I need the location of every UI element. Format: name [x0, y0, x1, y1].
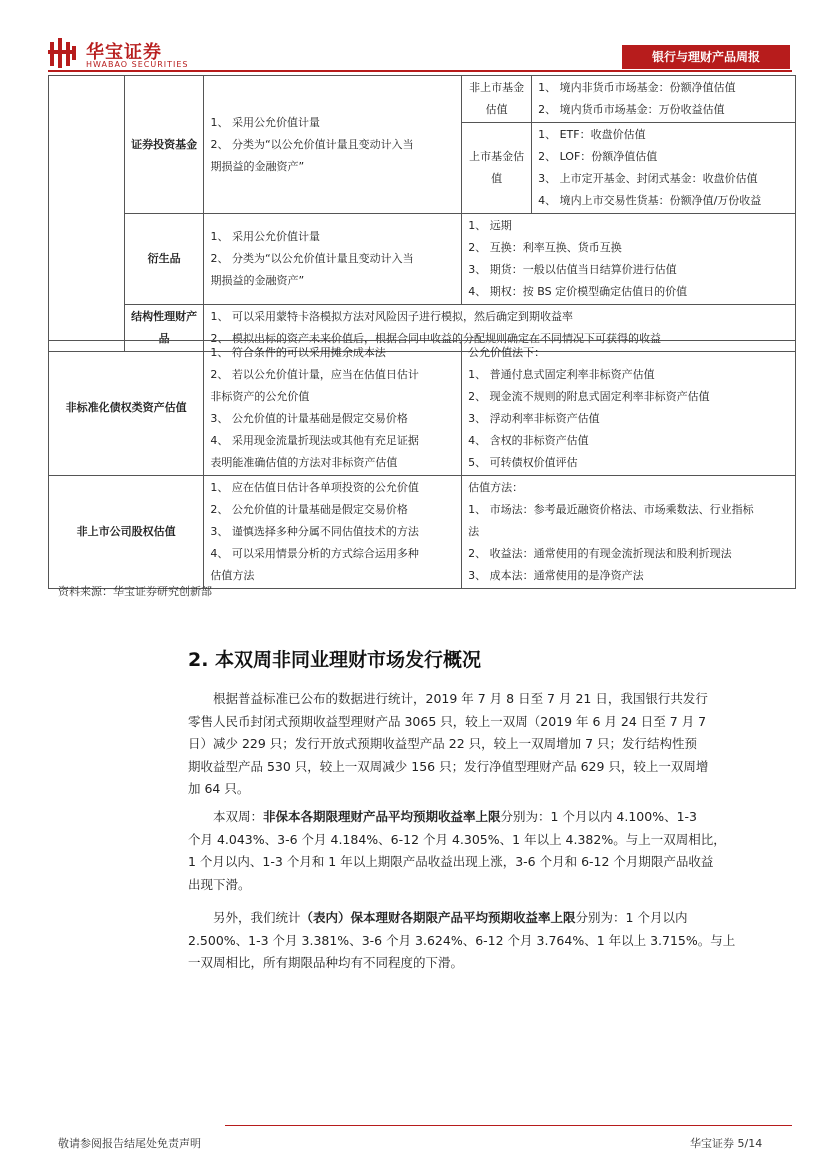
valuation-cell	[462, 341, 796, 476]
para-text: 分别为：1 个月以内	[575, 910, 688, 925]
footer-divider	[225, 1125, 792, 1126]
valuation-table	[48, 75, 796, 352]
para-line: 零售人民币封闭式预期收益型理财产品 3065 只，较上一双周（2019 年 6 月 24 日至 7 月 7	[188, 713, 707, 729]
para-line: 期收益型产品 530 只，较上一双周减少 156 只；发行净值型理财产品 629 只，较上一双周增	[188, 758, 709, 774]
cell-line: 3、 成本法：通常使用的是净资产法	[468, 569, 644, 582]
header-divider	[48, 70, 792, 72]
cell-line: 1、 可以采用蒙特卡洛模拟方法对风险因子进行模拟，然后确定到期收益率	[210, 310, 573, 323]
para-line: 日）减少 229 只；发行开放式预期收益型产品 22 只，较上一双周增加 7 只；发行结构性预	[188, 736, 698, 751]
para-line: 2.500%、1-3 个月 3.381%、3-6 个月 3.624%、6-12 个月 3.764%、1 年以上 3.715%。与上	[188, 932, 736, 948]
cell-line: 4、 可以采用情景分析的方式综合运用多种	[210, 547, 419, 560]
valuation-cell	[532, 123, 796, 214]
para-line: 一双周相比，所有期限品种均有不同程度的下滑。	[188, 955, 464, 970]
cell-line: 2、 模拟出标的资产未来价值后，根据合同中收益的分配规则确定在不同情况下可获得的收益	[210, 332, 661, 345]
valuation-cell	[532, 76, 796, 123]
table-row	[49, 214, 796, 305]
para-text: 分别为：1 个月以内 4.100%、1-3	[500, 809, 698, 824]
category-cell: 证券投资基金	[124, 76, 204, 214]
table-source-note: 资料来源：华宝证券研究创新部	[58, 585, 212, 598]
para-line: 1 个月以内、1-3 个月和 1 年以上期限产品收益出现上涨，3-6 个月和 6-12 个月期限产品收益	[188, 854, 714, 869]
cell-line: 2、 现金流不规则的附息式固定利率非标资产估值	[468, 390, 710, 403]
disclaimer-note: 敬请参阅报告结尾处免责声明	[58, 1137, 201, 1150]
method-cell	[204, 341, 462, 476]
cell-line: 2、 若以公允价值计量，应当在估值日估计	[210, 368, 419, 381]
cell-line: 4、 含权的非标资产估值	[468, 434, 589, 447]
cell-line: 1、 符合条件的可以采用摊余成本法	[210, 346, 386, 359]
cell-line: 4、 境内上市交易性货基：份额净值/万份收益	[538, 194, 762, 207]
cell-line: 4、 采用现金流量折现法或其他有充足证据	[210, 434, 419, 447]
logo-text: 华宝证券	[86, 42, 162, 63]
subcategory-cell: 非上市基金估值	[462, 76, 532, 123]
para-line: 根据普益标准已公布的数据进行统计，2019 年 7 月 8 日至 7 月 21 日，我国银行共发行	[213, 691, 708, 706]
cell-line: 1、 采用公允价值计量	[210, 115, 320, 129]
huabao-logo-icon	[48, 38, 78, 68]
method-cell	[204, 476, 462, 589]
para-emphasis: （表内）保本理财各期限产品平均预期收益率上限	[300, 910, 576, 925]
cell-line: 非标资产的公允价值	[210, 390, 310, 403]
cell-line: 1、 远期	[468, 219, 512, 232]
para-text: 另外，我们统计	[213, 910, 301, 925]
report-type-tag: 银行与理财产品周报	[622, 45, 790, 69]
cell-line: 估值方法	[210, 569, 255, 582]
cell-line: 1、 ETF：收盘价估值	[538, 128, 646, 141]
cell-line: 表明能准确估值的方法对非标资产估值	[210, 456, 398, 469]
para-line: 加 64 只。	[188, 781, 250, 796]
page-header	[0, 0, 827, 75]
cell-line: 1、 普通付息式固定利率非标资产估值	[468, 368, 655, 381]
cell-line: 2、 LOF：份额净值估值	[538, 150, 658, 163]
table-cell-empty	[49, 76, 125, 352]
cell-line: 5、 可转债权价值评估	[468, 456, 578, 469]
cell-line: 2、 分类为“以公允价值计量且变动计入当	[210, 252, 414, 265]
section-title: 2. 本双周非同业理财市场发行概况	[188, 649, 482, 671]
page-number: 华宝证券 5/14	[690, 1137, 763, 1150]
cell-line: 2、 公允价值的计量基础是假定交易价格	[210, 503, 408, 516]
cell-line: 3、 谨慎选择多种分属不同估值技术的方法	[210, 525, 419, 538]
cell-line: 3、 期货：一般以估值当日结算价进行估值	[468, 263, 677, 276]
category-cell: 非标准化债权类资产估值	[49, 341, 204, 476]
cell-line: 1、 市场法：参考最近融资价格法、市场乘数法、行业指标	[468, 503, 754, 516]
para-line: 个月 4.043%、3-6 个月 4.184%、6-12 个月 4.305%、1 年以上 4.382%。与上一双周相比，	[188, 831, 726, 847]
para-emphasis: 非保本各期限理财产品平均预期收益率上限	[263, 809, 501, 824]
cell-line: 4、 期权：按 BS 定价模型确定估值日的价值	[468, 285, 688, 298]
cell-line: 1、 应在估值日估计各单项投资的公允价值	[210, 481, 419, 494]
method-cell	[204, 214, 462, 305]
cell-line: 2、 分类为“以公允价值计量且变动计入当	[210, 137, 414, 151]
table-row	[49, 341, 796, 476]
cell-line: 法	[468, 525, 480, 538]
cell-line: 期损益的金融资产”	[210, 159, 305, 173]
para-line	[188, 806, 784, 829]
paragraph-guaranteed	[188, 907, 784, 975]
valuation-cell	[462, 214, 796, 305]
cell-line: 估值方法：	[468, 481, 524, 494]
method-cell	[204, 76, 462, 214]
valuation-table-lower	[48, 340, 796, 589]
cell-line: 3、 浮动利率非标资产估值	[468, 412, 600, 425]
cell-line: 期损益的金融资产”	[210, 274, 305, 287]
subcategory-cell: 上市基金估值	[462, 123, 532, 214]
para-text: 本双周：	[213, 809, 264, 824]
table-row	[49, 476, 796, 589]
cell-line: 1、 境内非货币市场基金：份额净值估值	[538, 81, 736, 94]
paragraph-nonguaranteed	[188, 806, 784, 896]
logo-subtext: HWABAO SECURITIES	[86, 60, 189, 69]
cell-line: 3、 上市定开基金、封闭式基金：收盘价估值	[538, 172, 758, 185]
valuation-cell	[462, 476, 796, 589]
paragraph-issuance	[188, 688, 784, 801]
cell-line: 2、 境内货币市场基金：万份收益估值	[538, 103, 725, 116]
cell-line: 1、 采用公允价值计量	[210, 230, 320, 243]
para-line	[188, 907, 784, 930]
category-cell: 衍生品	[124, 214, 204, 305]
cell-line: 2、 互换：利率互换、货币互换	[468, 241, 622, 254]
para-line: 出现下滑。	[188, 876, 251, 892]
table-row	[49, 76, 796, 123]
category-cell: 非上市公司股权估值	[49, 476, 204, 589]
cell-line: 3、 公允价值的计量基础是假定交易价格	[210, 412, 408, 425]
cell-line: 2、 收益法：通常使用的有现金流折现法和股利折现法	[468, 547, 732, 560]
cell-line: 公允价值法下：	[468, 346, 546, 359]
category-cell: 结构性理财产品	[124, 305, 204, 352]
